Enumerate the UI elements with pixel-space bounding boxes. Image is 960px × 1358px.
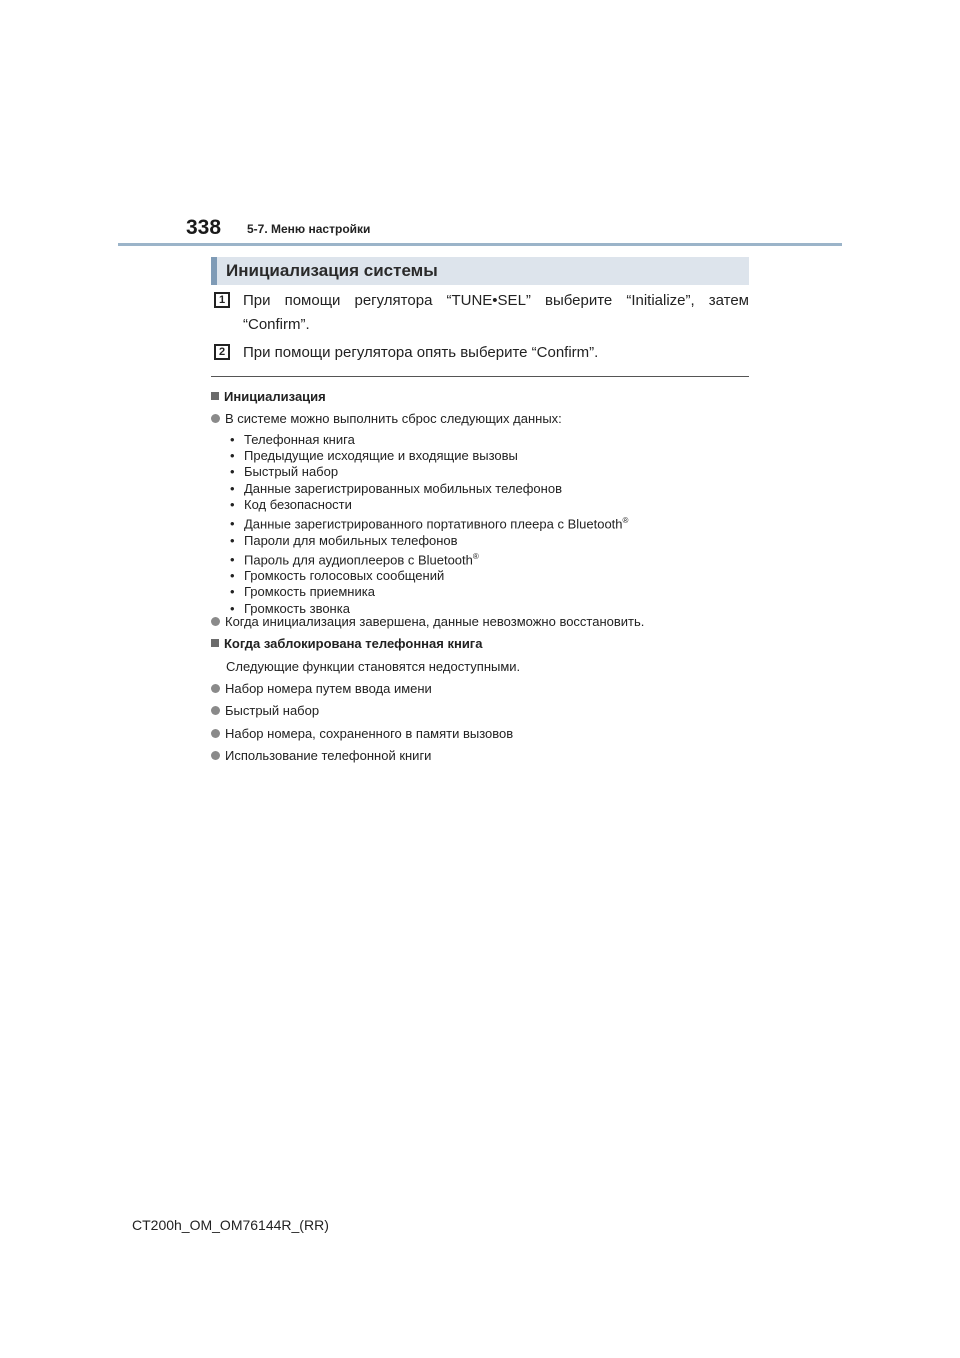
lock-note-intro: Следующие функции становятся недоступными. [226, 659, 521, 674]
list-item: • Предыдущие исходящие и входящие вызовы [230, 448, 628, 464]
circle-bullet-icon [211, 706, 220, 715]
list-item: Быстрый набор [211, 703, 319, 718]
step-number-badge: 1 [214, 292, 230, 308]
list-item: Набор номера, сохраненного в памяти вызовов [211, 726, 513, 741]
reset-data-list [230, 432, 628, 617]
step-text-line: При помощи регулятора “TUNE•SEL” выберите “Initialize”, затем [243, 292, 749, 309]
list-item: • Данные зарегистрированных мобильных телефонов [230, 481, 628, 497]
section-title: Инициализация системы [226, 261, 438, 280]
section-divider [211, 376, 749, 377]
list-item: • Телефонная книга [230, 432, 628, 448]
registered-mark: ® [622, 516, 629, 526]
step-text [243, 289, 749, 337]
init-note-intro: В системе можно выполнить сброс следующих данных: [211, 411, 562, 426]
list-item: Набор номера путем ввода имени [211, 681, 432, 696]
step-number-badge: 2 [214, 344, 230, 360]
circle-bullet-icon [211, 684, 220, 693]
list-item: • Пароль для аудиоплееров с Bluetooth® [230, 549, 628, 569]
init-note-heading: Инициализация [211, 389, 751, 404]
step-text: При помощи регулятора опять выберите “Confirm”. [243, 344, 599, 361]
step-2 [214, 341, 749, 365]
list-item: • Громкость голосовых сообщений [230, 568, 628, 584]
circle-bullet-icon [211, 617, 220, 626]
square-bullet-icon [211, 639, 219, 647]
step-text-line: “Confirm”. [243, 316, 310, 333]
section-banner [211, 257, 749, 285]
list-item: • Громкость приемника [230, 584, 628, 600]
circle-bullet-icon [211, 751, 220, 760]
square-bullet-icon [211, 392, 219, 400]
lock-note-heading: Когда заблокирована телефонная книга [211, 636, 751, 651]
list-item: • Пароли для мобильных телефонов [230, 533, 628, 549]
init-note-outro: Когда инициализация завершена, данные невозможно восстановить. [211, 614, 644, 629]
list-item: • Громкость звонка [230, 601, 628, 617]
circle-bullet-icon [211, 729, 220, 738]
list-item: • Данные зарегистрированного портативного плеера с Bluetooth® [230, 513, 628, 533]
step-1 [214, 289, 749, 337]
list-item: • Быстрый набор [230, 464, 628, 480]
header-rule [118, 243, 842, 246]
circle-bullet-icon [211, 414, 220, 423]
list-item: Использование телефонной книги [211, 748, 431, 763]
chapter-title: 5-7. Меню настройки [247, 222, 371, 236]
page-number: 338 [186, 216, 222, 239]
registered-mark: ® [472, 551, 479, 561]
list-item: • Код безопасности [230, 497, 628, 513]
document-code: CT200h_OM_OM76144R_(RR) [132, 1217, 329, 1233]
